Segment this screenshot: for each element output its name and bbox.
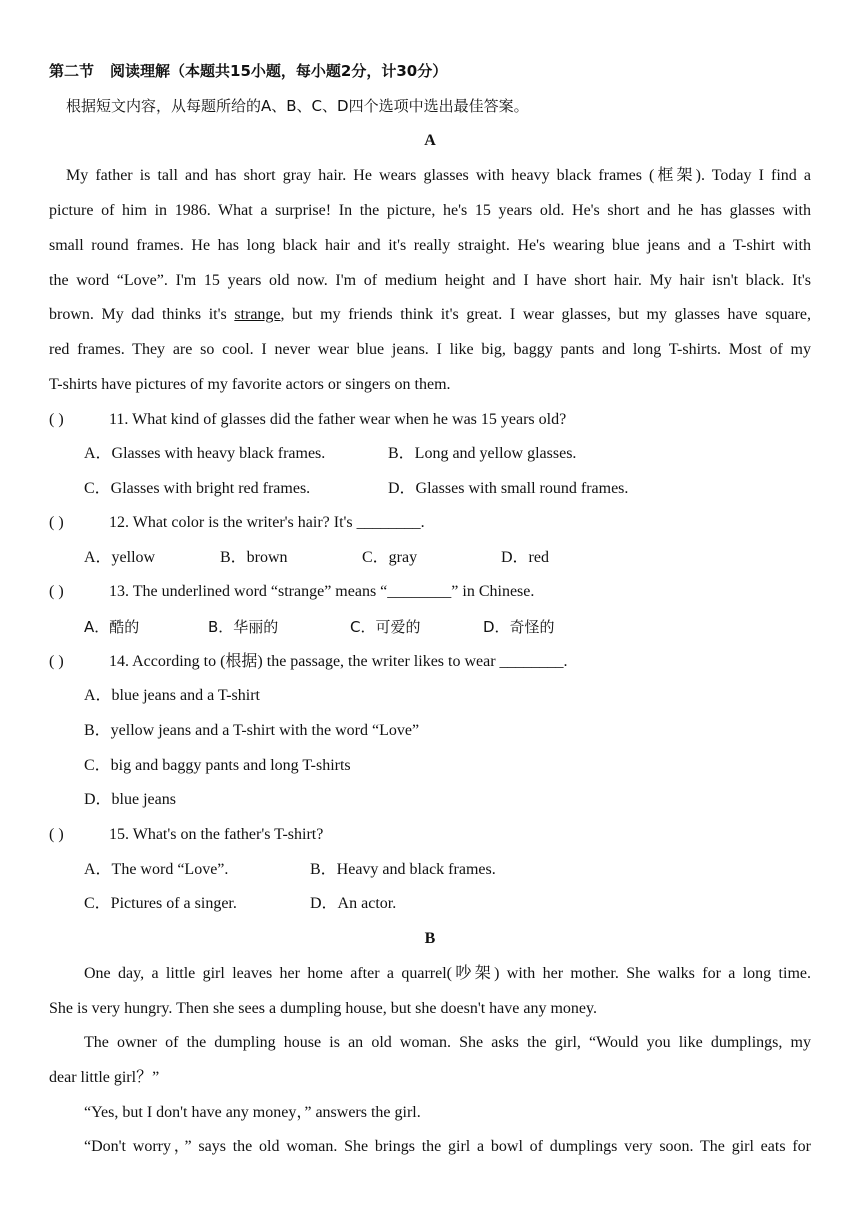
question-14-stem: 14. According to (根据) the passage, the writer likes to wear ________.: [109, 653, 568, 670]
passage-a-line-7: T-shirts have pictures of my favorite actors or singers on them.: [49, 376, 451, 393]
q15-option-d: D．An actor.: [310, 895, 397, 912]
q11-option-a: A．Glasses with heavy black frames.: [84, 445, 326, 462]
answer-blank-12: ( ): [49, 514, 64, 531]
passage-a-line-4: the word “Love”. I'm 15 years old now. I'm of medium height and I have short hair. My hair isn't black. It's: [49, 272, 811, 289]
passage-a-line-5-after: , but my friends think it's great. I wear glasses, but my glasses have square,: [280, 306, 812, 323]
q11-option-d: D．Glasses with small round frames.: [388, 480, 629, 497]
passage-b-label: B: [424, 930, 436, 947]
q13-option-d: D．奇怪的: [483, 618, 555, 636]
answer-blank-11: ( ): [49, 411, 64, 428]
question-15-stem: 15. What's on the father's T-shirt?: [109, 826, 324, 843]
passage-a-label: A: [424, 132, 436, 149]
question-12-stem: 12. What color is the writer's hair? It's ________.: [109, 514, 425, 531]
passage-a-line-1: My father is tall and has short gray hair. He wears glasses with heavy black frames (框架). Today I find a: [66, 167, 811, 184]
passage-a-line-5-before: brown. My dad thinks it's: [49, 306, 235, 323]
passage-a-line-5: [49, 305, 811, 325]
passage-b-line-6: “Don't worry，” says the old woman. She brings the girl a bowl of dumplings very soon. The girl eats for: [84, 1138, 811, 1155]
passage-b-line-2: She is very hungry. Then she sees a dumpling house, but she doesn't have any money.: [49, 1000, 597, 1017]
q12-option-d: D．red: [501, 549, 549, 566]
question-13-stem: 13. The underlined word “strange” means “________” in Chinese.: [109, 583, 535, 600]
passage-b-line-3: The owner of the dumpling house is an old woman. She asks the girl, “Would you like dumplings, my: [84, 1034, 811, 1051]
q14-option-b: B．yellow jeans and a T-shirt with the word “Love”: [84, 722, 420, 739]
question-12: [49, 513, 425, 533]
question-13: [49, 582, 534, 602]
section-instruction: 根据短文内容，从每题所给的A、B、C、D四个选项中选出最佳答案。: [66, 97, 529, 115]
question-15: [49, 825, 323, 845]
passage-a-line-3: small round frames. He has long black hair and it's really straight. He's wearing blue jeans and a T-shirt with: [49, 237, 811, 254]
q12-option-b: B．brown: [220, 549, 288, 566]
passage-b-line-4: dear little girl？”: [49, 1069, 160, 1086]
q14-option-d: D．blue jeans: [84, 791, 176, 808]
q12-option-c: C．gray: [362, 549, 418, 566]
section-title: 第二节: [49, 62, 95, 80]
passage-b-line-1: One day, a little girl leaves her home after a quarrel(吵架) with her mother. She walks for a long time.: [84, 965, 811, 982]
q14-option-a: A．blue jeans and a T-shirt: [84, 687, 260, 704]
q15-option-b: B．Heavy and black frames.: [310, 861, 496, 878]
q11-option-c: C．Glasses with bright red frames.: [84, 480, 311, 497]
question-14: [49, 652, 568, 672]
q13-option-b: B．华丽的: [208, 618, 279, 636]
answer-blank-14: ( ): [49, 653, 64, 670]
answer-blank-13: ( ): [49, 583, 64, 600]
q12-option-a: A．yellow: [84, 549, 156, 566]
answer-blank-15: ( ): [49, 826, 64, 843]
passage-b-line-5: “Yes, but I don't have any money，” answers the girl.: [84, 1104, 421, 1121]
question-11: [49, 410, 566, 430]
q13-option-a: A．酷的: [84, 618, 140, 636]
question-11-stem: 11. What kind of glasses did the father wear when he was 15 years old?: [109, 411, 567, 428]
underlined-word-strange: strange: [234, 306, 281, 323]
passage-a-line-2: picture of him in 1986. What a surprise! In the picture, he's 15 years old. He's short and he has glasses with: [49, 202, 811, 219]
passage-a-line-6: red frames. They are so cool. I never wear blue jeans. I like big, baggy pants and long T-shirts. Most of my: [49, 341, 811, 358]
q14-option-c: C．big and baggy pants and long T-shirts: [84, 757, 351, 774]
q15-option-c: C．Pictures of a singer.: [84, 895, 237, 912]
q11-option-b: B．Long and yellow glasses.: [388, 445, 577, 462]
q15-option-a: A．The word “Love”.: [84, 861, 229, 878]
section-subtitle: 阅读理解（本题共15小题，每小题2分，计30分）: [110, 62, 448, 80]
q13-option-c: C．可爱的: [350, 618, 421, 636]
section-heading: [49, 61, 447, 82]
